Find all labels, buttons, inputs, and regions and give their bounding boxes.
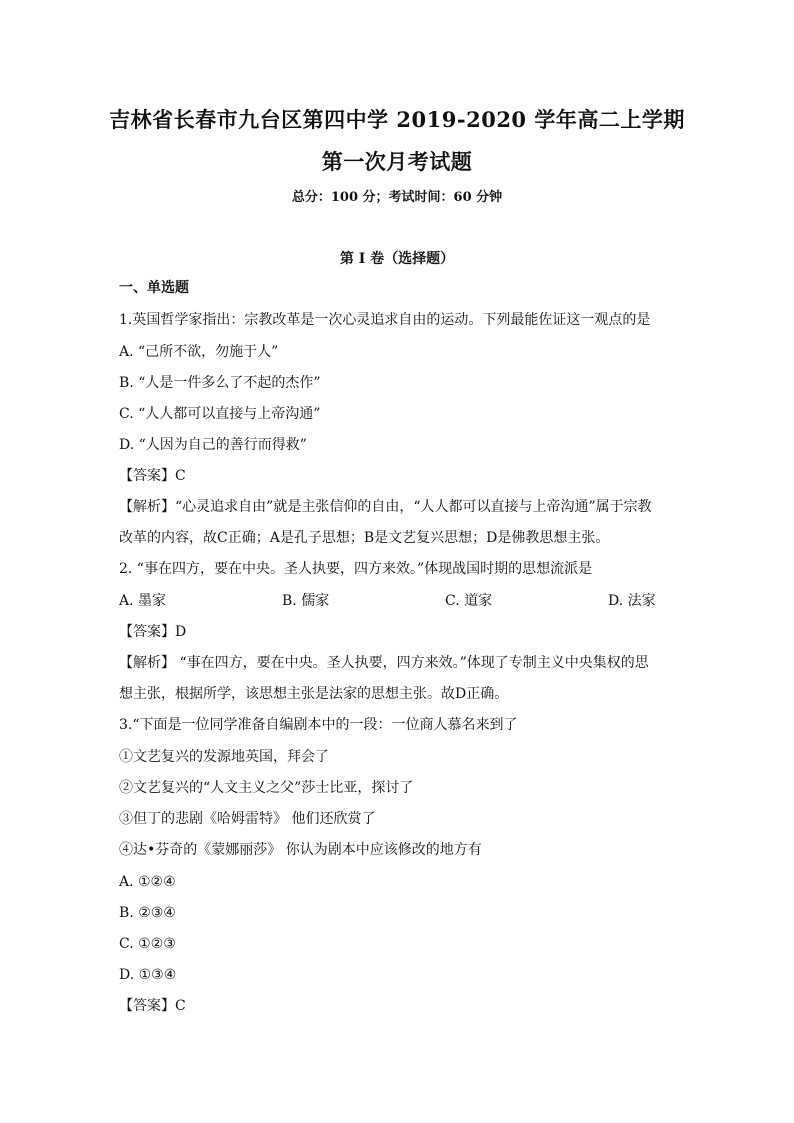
question-1-analysis-line1: 【解析】“心灵追求自由”就是主张信仰的自由，“人人都可以直接与上帝沟通”属于宗教: [119, 499, 652, 515]
section-title: 第 I 卷（选择题）: [339, 251, 455, 267]
exam-title-line2: 第一次月考试题: [321, 149, 473, 174]
question-2-analysis-line2: 想主张，根据所学，该思想主张是法家的思想主张。故D正确。: [119, 686, 509, 702]
question-2-option-c: C. 道家: [445, 593, 493, 609]
question-2-option-b: B. 儒家: [282, 593, 330, 609]
question-3-item-4: ④达•芬奇的《蒙娜丽莎》 你认为剧本中应该修改的地方有: [119, 842, 482, 858]
question-3-stem: 3.“下面是一位同学准备自编剧本中的一段：一位商人慕名来到了: [119, 717, 518, 733]
question-1-analysis-line2: 改革的内容，故C正确；A是孔子思想；B是文艺复兴思想；D是佛教思想主张。: [119, 530, 610, 546]
question-3-option-a: A. ①②④: [119, 874, 176, 890]
question-1-answer: 【答案】C: [119, 468, 186, 484]
question-2-option-d: D. 法家: [608, 593, 656, 609]
part-title: 一、单选题: [119, 280, 189, 296]
question-3-item-3: ③但丁的悲剧《哈姆雷特》 他们还欣赏了: [119, 811, 376, 827]
question-3-option-b: B. ②③④: [119, 905, 176, 921]
question-1-option-c: C. “人人都可以直接与上帝沟通”: [119, 406, 321, 422]
question-1-option-a: A. “己所不欲，勿施于人”: [119, 344, 279, 360]
question-2-answer: 【答案】D: [119, 624, 187, 640]
question-2-analysis-line1: 【解析】 “事在四方，要在中央。圣人执要，四方来效。”体现了专制主义中央集权的思: [119, 655, 649, 671]
question-3-item-1: ①文艺复兴的发源地英国，拜会了: [119, 749, 329, 765]
question-3-option-d: D. ①③④: [119, 967, 177, 983]
question-1-option-d: D. “人因为自己的善行而得救”: [119, 437, 307, 453]
question-3-option-c: C. ①②③: [119, 936, 176, 952]
question-1-stem: 1.英国哲学家指出：宗教改革是一次心灵追求自由的运动。下列最能佐证这一观点的是: [119, 312, 651, 328]
question-1-option-b: B. “人是一件多么了不起的杰作”: [119, 375, 321, 391]
question-2-option-a: A. 墨家: [119, 593, 167, 609]
exam-info: 总分：100 分；考试时间：60 分钟: [291, 190, 503, 205]
question-3-item-2: ②文艺复兴的“人文主义之父”莎士比亚，探讨了: [119, 780, 414, 796]
exam-title-line1: 吉林省长春市九台区第四中学 2019-2020 学年高二上学期: [109, 107, 685, 132]
question-3-answer: 【答案】C: [119, 998, 186, 1014]
question-2-stem: 2. “事在四方，要在中央。圣人执要，四方来效。”体现战国时期的思想流派是: [119, 561, 593, 577]
